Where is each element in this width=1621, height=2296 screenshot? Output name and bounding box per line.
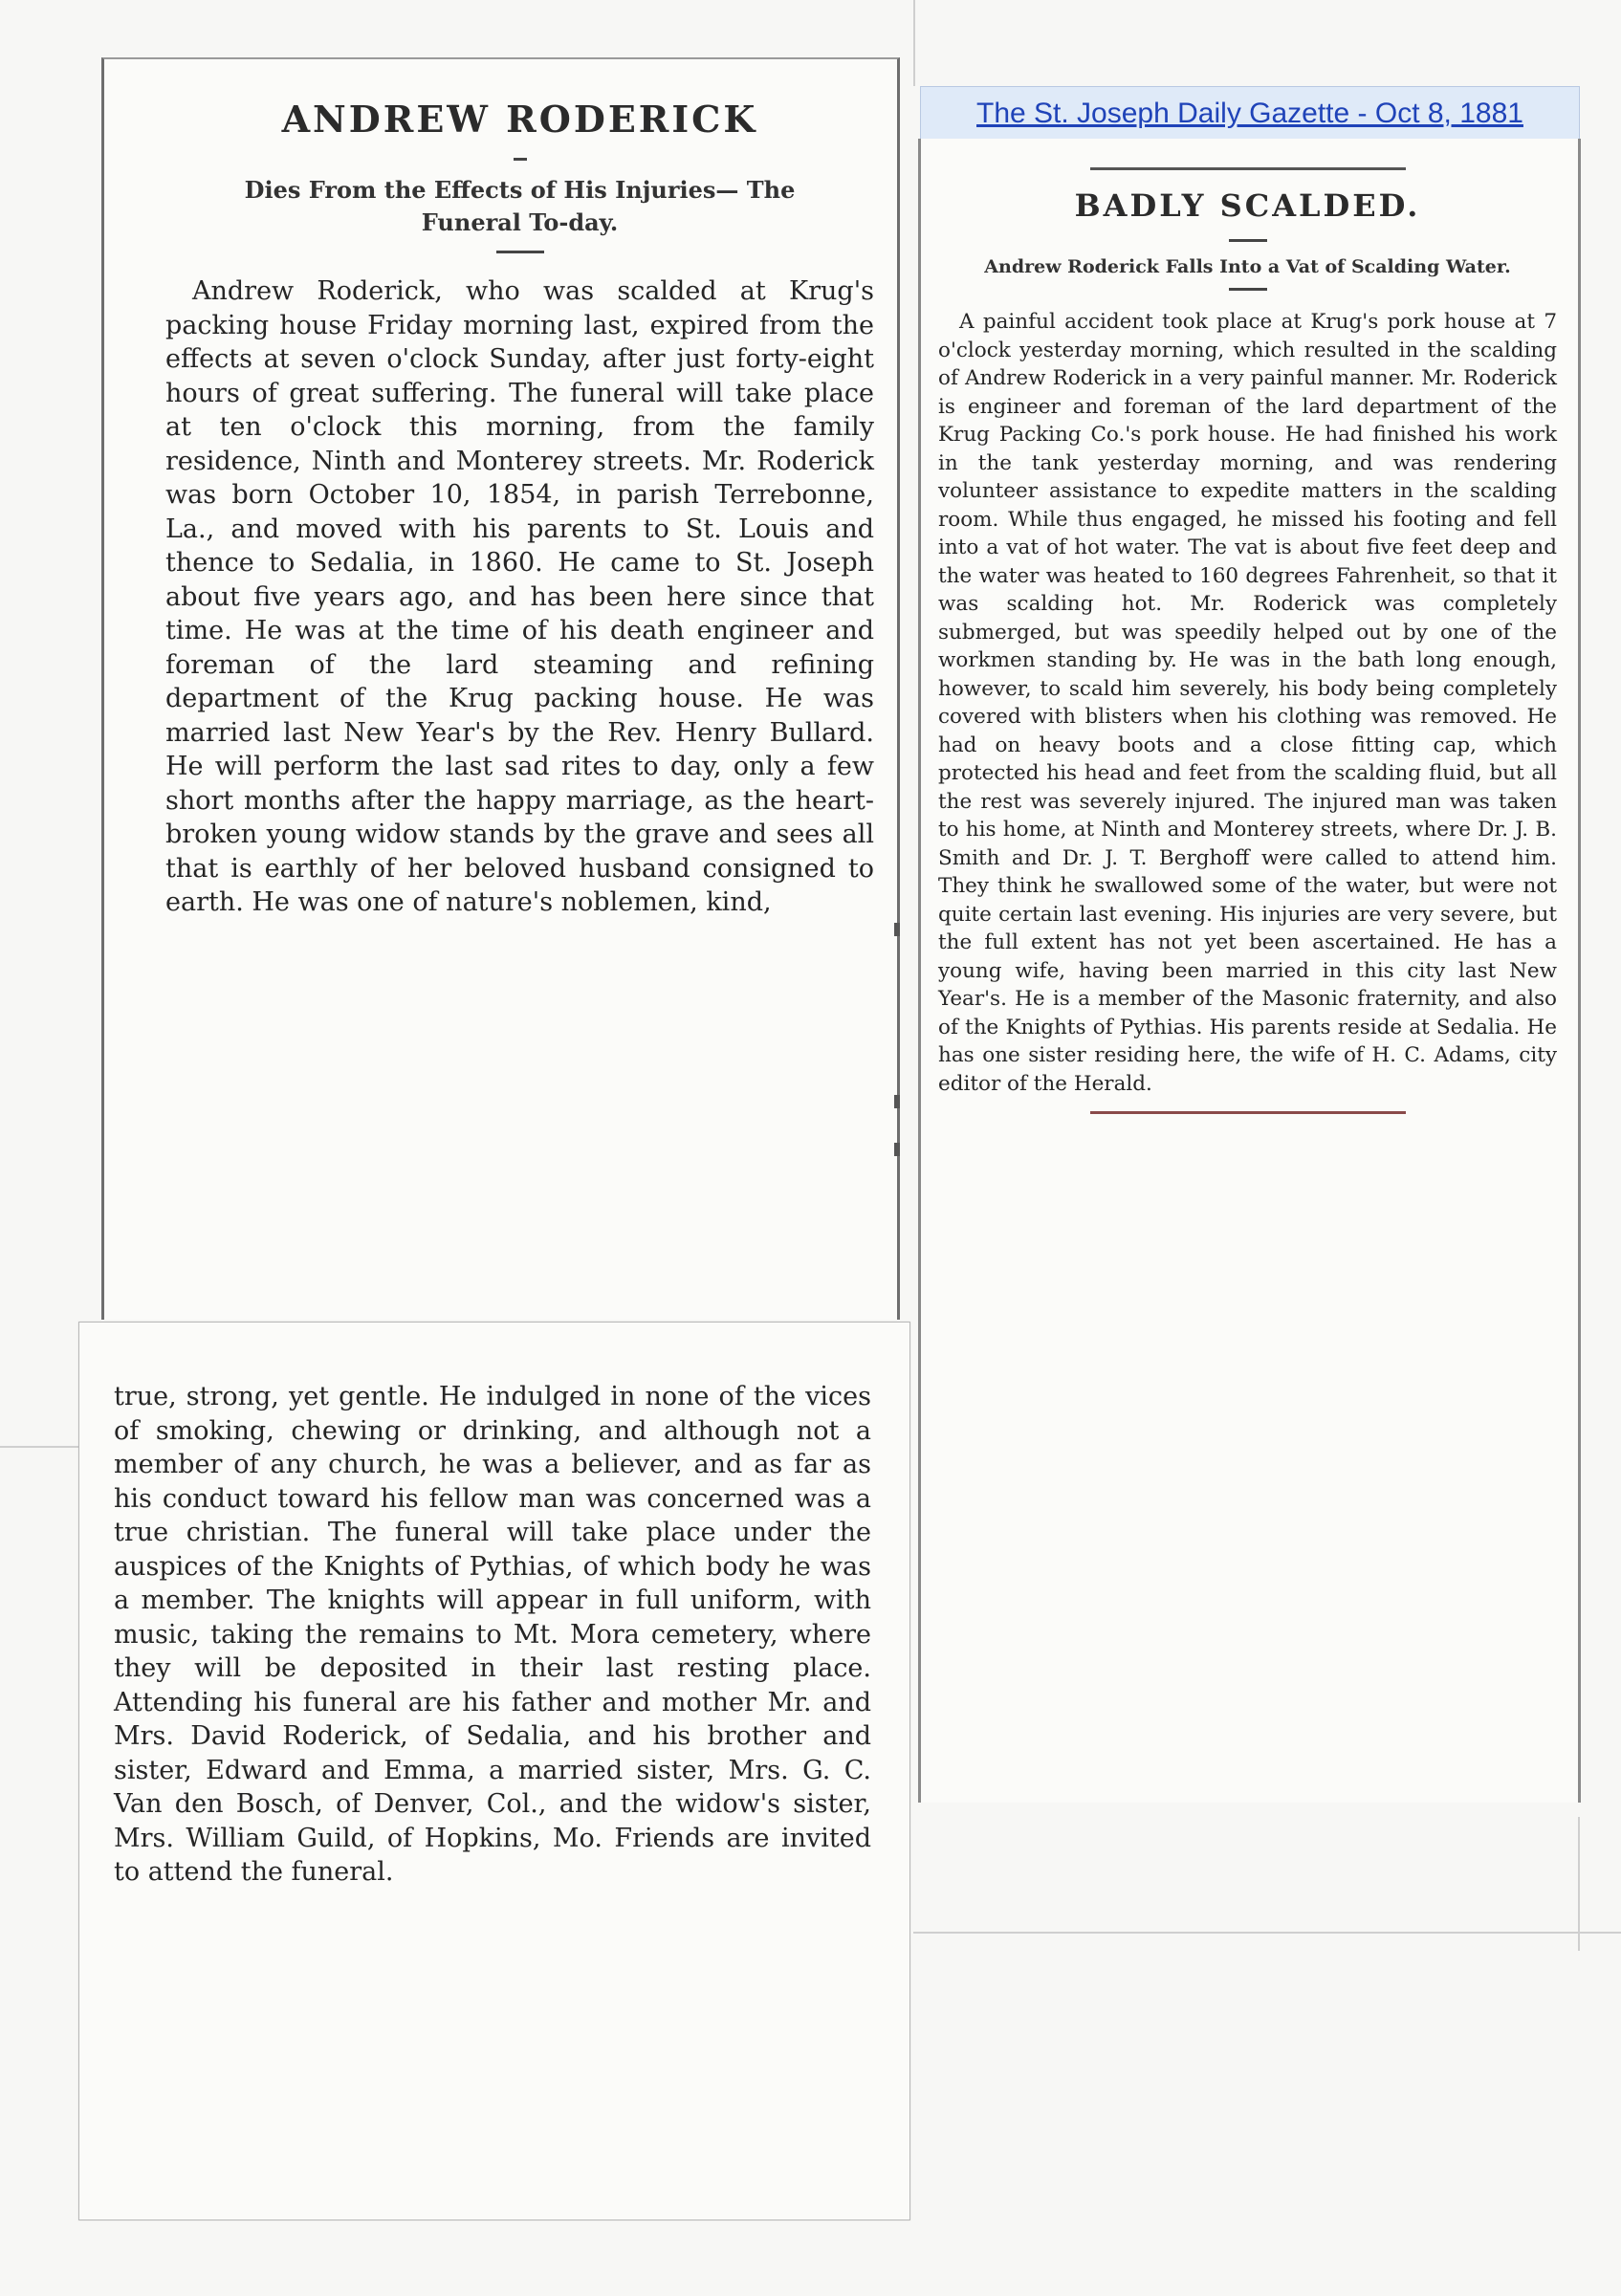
clipping-andrew-roderick-part2 bbox=[78, 1322, 910, 2220]
scan-fold-line-right bbox=[913, 1932, 1621, 1934]
subhead-rule bbox=[496, 251, 544, 253]
scan-fold-line-mid bbox=[0, 1446, 81, 1448]
end-rule bbox=[1090, 1111, 1406, 1114]
scan-mark bbox=[894, 923, 900, 936]
headline-rule bbox=[1229, 239, 1267, 242]
article-headline: BADLY SCALDED. bbox=[1074, 187, 1421, 224]
article-subhead: Dies From the Effects of His Injuries— The Funeral To-day. bbox=[244, 176, 796, 236]
article-body-part1: Andrew Roderick, who was scalded at Krug's packing house Friday morning last, expired from the effects at seven o'clock Sunday, after just forty-eight hours of great suffering. The funeral will take place at ten o'clock this morning, from the family residence, Ninth and Monterey streets. Mr. Roderick was born October 10, 1854, in parish Terrebonne, La., and moved with his parents to St. Louis and thence to Sedalia, in 1860. He came to St. Joseph about five years ago, and has been here since that time. He was at the time of his death engineer and foreman of the lard steaming and refining department of the Krug packing house. He was married last New Year's by the Rev. Henry Bullard. He will perform the last sad rites to day, only a few short months after the happy marriage, as the heart-broken young widow stands by the grave and sees all that is earthly of her beloved husband consigned to earth. He was one of nature's noblemen, kind, bbox=[165, 276, 874, 917]
article-subhead: Andrew Roderick Falls Into a Vat of Scalding Water. bbox=[984, 256, 1511, 277]
source-caption-link[interactable]: The St. Joseph Daily Gazette - Oct 8, 1881 bbox=[920, 86, 1580, 142]
clipping-badly-scalded bbox=[918, 139, 1581, 1803]
scan-fold-line-top bbox=[913, 0, 915, 86]
scan-mark bbox=[894, 1143, 900, 1156]
top-rule bbox=[1090, 167, 1406, 170]
scan-mark bbox=[894, 1095, 900, 1108]
article-headline: ANDREW RODERICK bbox=[281, 98, 758, 141]
headline-rule bbox=[514, 158, 527, 161]
article-body: A painful accident took place at Krug's pork house at 7 o'clock yesterday morning, which resulted in the scalding of Andrew Roderick in a very painful manner. Mr. Roderick is engineer and foreman of the lard department of the Krug Packing Co.'s pork house. He had finished his work in the tank yesterday morning, and was rendering volunteer assistance to expedite matters in the scalding room. While thus engaged, he missed his footing and fell into a vat of hot water. The vat is about five feet deep and the water was heated to 160 degrees Fahrenheit, so that it was scalding hot. Mr. Roderick was completely submerged, but was speedily helped out by one of the workmen standing by. He was in the bath long enough, however, to scald him severely, his body being completely covered with blisters when his clothing was removed. He had on heavy boots and a close fitting cap, which protected his head and feet from the scalding fluid, but all the rest was severely injured. The injured man was taken to his home, at Ninth and Monterey streets, where Dr. J. B. Smith and Dr. J. T. Berghoff were called to attend him. They think he swallowed some of the water, but were not quite certain last evening. His injuries are very severe, but the full extent has not yet been ascertained. He has a young wife, having been married in this city last New Year's. He is a member of the Masonic fraternity, and also of the Knights of Pythias. His parents reside at Sedalia. He has one sister residing here, the wife of H. C. Adams, city editor of the Herald. bbox=[938, 310, 1557, 1096]
clipping-andrew-roderick-part1 bbox=[101, 57, 900, 1320]
subhead-rule bbox=[1229, 288, 1267, 291]
scan-fold-line-right-edge bbox=[1578, 1817, 1580, 1951]
article-body-part2: true, strong, yet gentle. He indulged in none of the vices of smoking, chewing or drinking, and although not a member of any church, he was a believer, and as far as his conduct toward his fellow man was concerned was a true christian. The funeral will take place under the auspices of the Knights of Pythias, of which body he was a member. The knights will appear in full uniform, with music, taking the remains to Mt. Mora cemetery, where they will be deposited in their last resting place. Attending his funeral are his father and mother Mr. and Mrs. David Roderick, of Sedalia, and his brother and sister, Edward and Emma, a married sister, Mrs. G. C. Van den Bosch, of Denver, Col., and the widow's sister, Mrs. William Guild, of Hopkins, Mo. Friends are invited to attend the funeral. bbox=[114, 1382, 871, 1887]
